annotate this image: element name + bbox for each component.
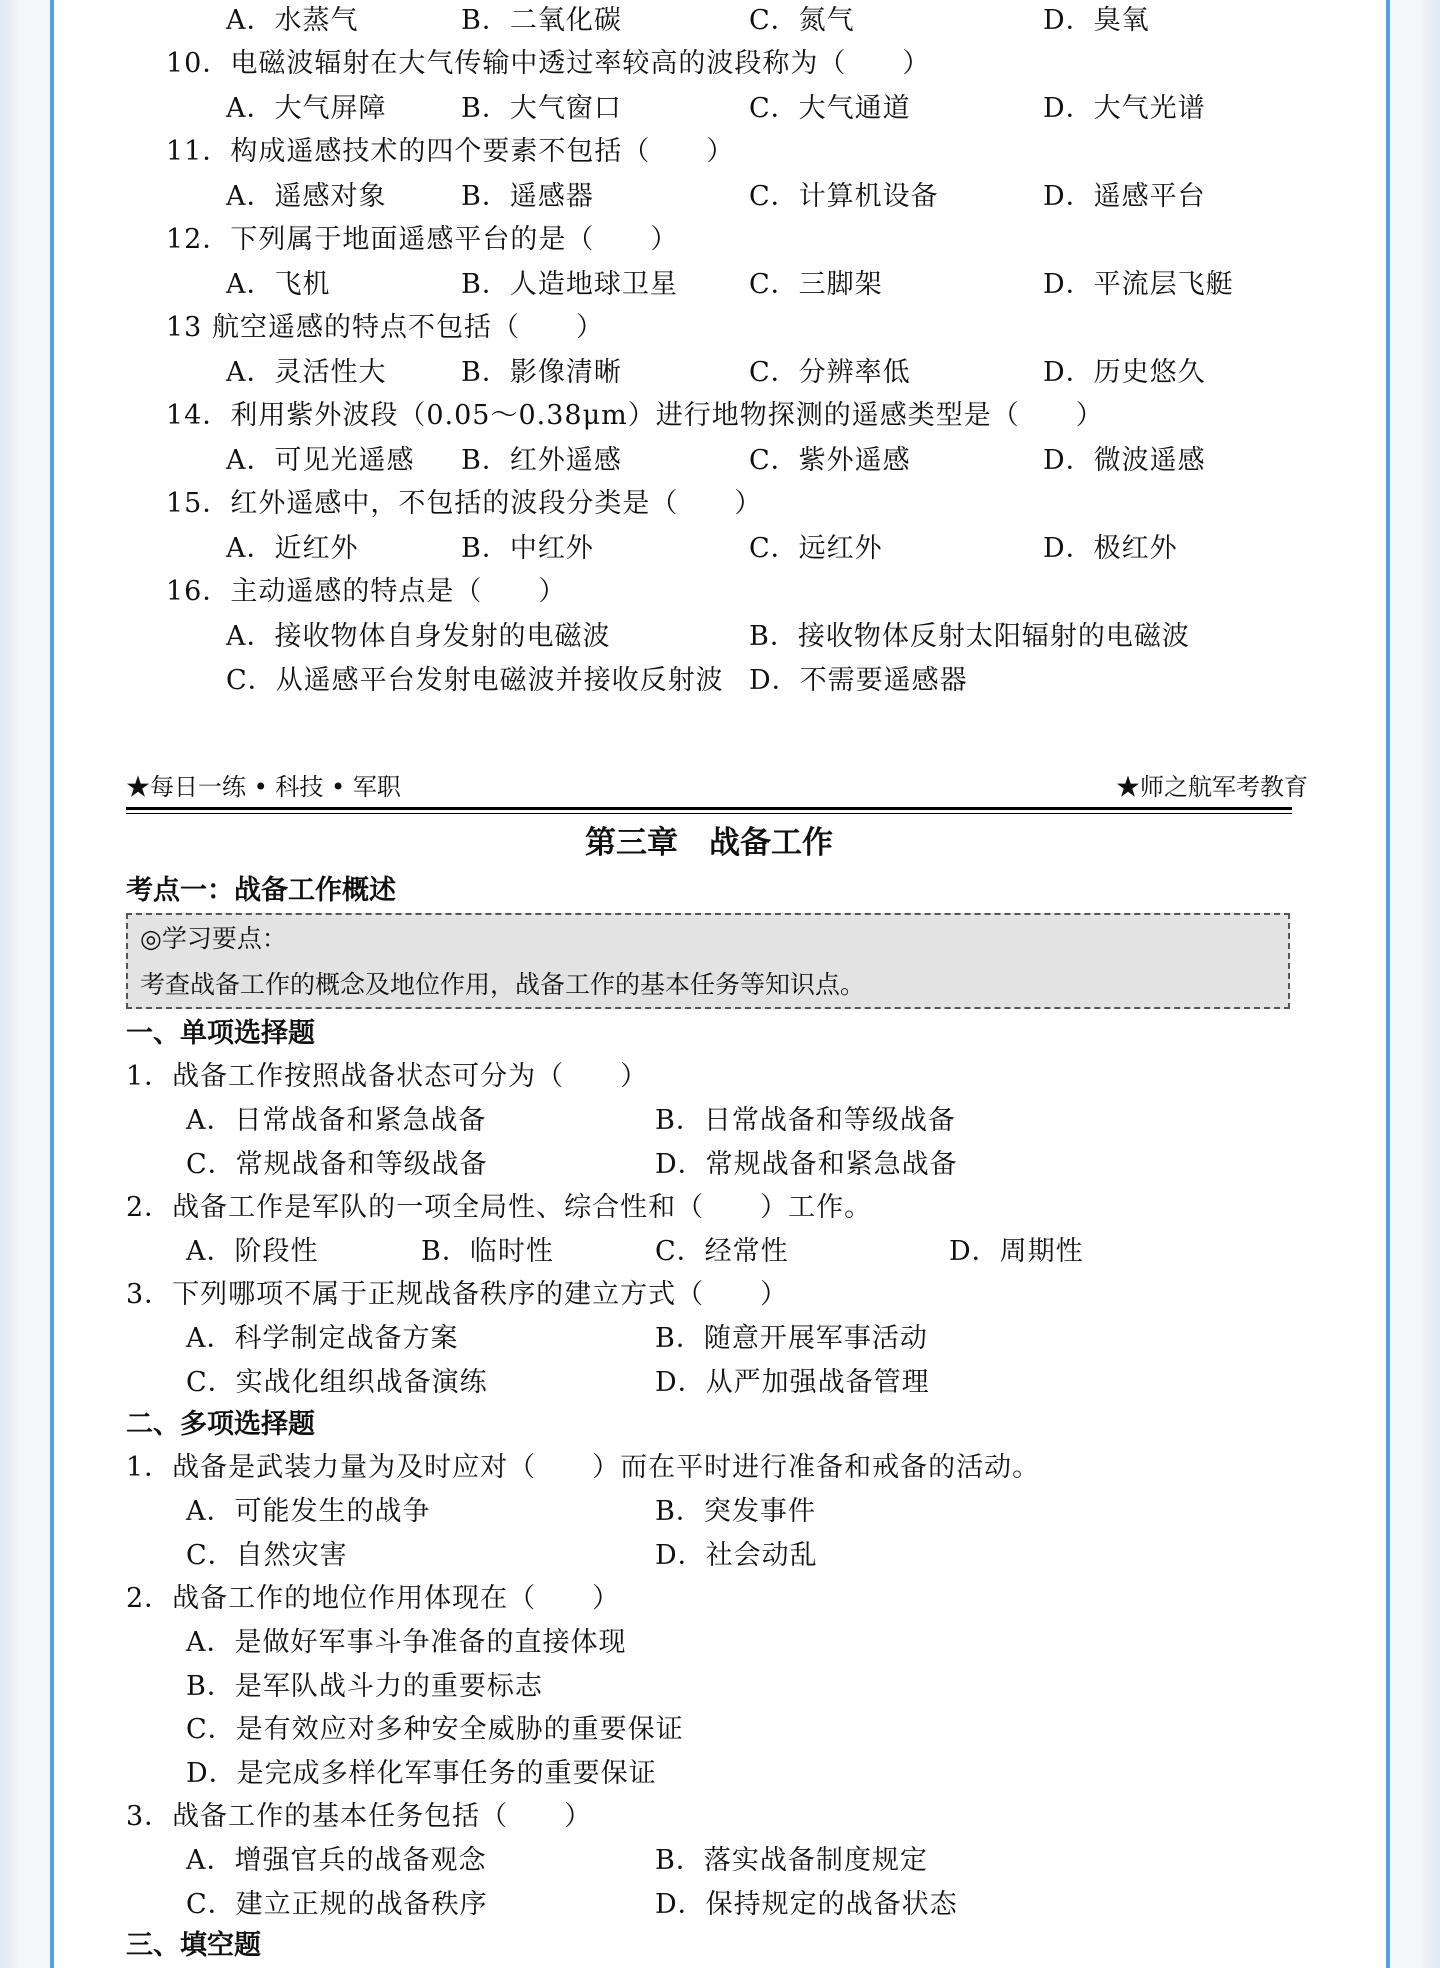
mc-q1-option-a: A．可能发生的战争: [186, 1496, 431, 1527]
q12-option-d: D．平流层飞艇: [1043, 269, 1234, 300]
multi-choice-heading: 二、多项选择题: [126, 1409, 315, 1440]
sc-q3-option-d: D．从严加强战备管理: [655, 1367, 930, 1398]
sc-question-1: 1．战备工作按照战备状态可分为（ ）: [126, 1061, 649, 1092]
mc-q1-option-c: C．自然灾害: [186, 1540, 348, 1571]
mc-question-3: 3．战备工作的基本任务包括（ ）: [126, 1801, 593, 1832]
question-13: 13 航空遥感的特点不包括（ ）: [166, 312, 604, 343]
mc-q3-option-a: A．增强官兵的战备观念: [186, 1845, 487, 1876]
mc-q2-option-d: D．是完成多样化军事任务的重要保证: [186, 1758, 657, 1789]
q11-option-b: B．遥感器: [461, 181, 594, 212]
mc-q2-option-a: A．是做好军事斗争准备的直接体现: [186, 1627, 627, 1658]
q9-option-c: C．氮气: [749, 5, 855, 36]
mc-q3-option-b: B．落实战备制度规定: [655, 1845, 928, 1876]
q10-option-c: C．大气通道: [749, 93, 911, 124]
q16-option-d: D．不需要遥感器: [749, 665, 968, 696]
mc-question-2: 2．战备工作的地位作用体现在（ ）: [126, 1583, 621, 1614]
q12-option-b: B．人造地球卫星: [461, 269, 678, 300]
running-header-right: ★师之航军考教育: [1116, 773, 1308, 801]
question-11: 11．构成遥感技术的四个要素不包括（ ）: [166, 136, 735, 167]
sc-q3-option-c: C．实战化组织战备演练: [186, 1367, 488, 1398]
sc-q2-option-b: B．临时性: [421, 1236, 554, 1267]
mc-q2-option-c: C．是有效应对多种安全威胁的重要保证: [186, 1714, 684, 1745]
q11-option-d: D．遥感平台: [1043, 181, 1206, 212]
q14-option-c: C．紫外遥感: [749, 445, 911, 476]
single-choice-heading: 一、单项选择题: [126, 1018, 315, 1049]
q12-option-a: A．飞机: [226, 269, 331, 300]
question-12: 12．下列属于地面遥感平台的是（ ）: [166, 224, 679, 255]
mc-q1-option-d: D．社会动乱: [655, 1540, 818, 1571]
q9-option-b: B．二氧化碳: [461, 5, 622, 36]
q11-option-a: A．遥感对象: [226, 181, 387, 212]
q9-option-a: A．水蒸气: [226, 5, 359, 36]
sc-q1-option-d: D．常规战备和紧急战备: [655, 1149, 958, 1180]
q16-option-a: A．接收物体自身发射的电磁波: [226, 621, 611, 652]
header-rule-thick: [126, 807, 1292, 810]
chapter-title: 第三章 战备工作: [585, 825, 833, 861]
sc-q3-option-a: A．科学制定战备方案: [186, 1323, 459, 1354]
q13-option-a: A．灵活性大: [226, 357, 387, 388]
q16-option-b: B．接收物体反射太阳辐射的电磁波: [749, 621, 1190, 652]
keypoint-title: 考点一：战备工作概述: [126, 875, 396, 906]
q13-option-c: C．分辨率低: [749, 357, 911, 388]
sc-q1-option-a: A．日常战备和紧急战备: [186, 1105, 487, 1136]
mc-question-1: 1．战备是武装力量为及时应对（ ）而在平时进行准备和戒备的活动。: [126, 1452, 1041, 1483]
q16-option-c: C．从遥感平台发射电磁波并接收反射波: [226, 665, 724, 696]
q13-option-d: D．历史悠久: [1043, 357, 1206, 388]
sc-q2-option-d: D．周期性: [949, 1236, 1084, 1267]
sc-question-2: 2．战备工作是军队的一项全局性、综合性和（ ）工作。: [126, 1192, 873, 1223]
header-rule-thin: [126, 813, 1292, 814]
question-16: 16．主动遥感的特点是（ ）: [166, 576, 567, 607]
question-10: 10．电磁波辐射在大气传输中透过率较高的波段称为（ ）: [166, 48, 931, 79]
q9-option-d: D．臭氧: [1043, 5, 1150, 36]
study-points-text: 考查战备工作的概念及地位作用，战备工作的基本任务等知识点。: [140, 970, 866, 999]
q15-option-a: A．近红外: [226, 533, 359, 564]
study-points-heading: ◎学习要点：: [140, 924, 287, 953]
mc-q3-option-d: D．保持规定的战备状态: [655, 1889, 958, 1920]
q15-option-b: B．中红外: [461, 533, 594, 564]
q13-option-b: B．影像清晰: [461, 357, 622, 388]
fill-blank-heading: 三、填空题: [126, 1930, 261, 1961]
sc-q3-option-b: B．随意开展军事活动: [655, 1323, 928, 1354]
q12-option-c: C．三脚架: [749, 269, 883, 300]
mc-q1-option-b: B．突发事件: [655, 1496, 816, 1527]
sc-q2-option-a: A．阶段性: [186, 1236, 319, 1267]
mc-q3-option-c: C．建立正规的战备秩序: [186, 1889, 488, 1920]
q14-option-d: D．微波遥感: [1043, 445, 1206, 476]
q10-option-d: D．大气光谱: [1043, 93, 1206, 124]
question-15: 15．红外遥感中，不包括的波段分类是（ ）: [166, 488, 763, 519]
mc-q2-option-b: B．是军队战斗力的重要标志: [186, 1671, 543, 1702]
sc-q1-option-c: C．常规战备和等级战备: [186, 1149, 488, 1180]
q15-option-d: D．极红外: [1043, 533, 1178, 564]
sc-q1-option-b: B．日常战备和等级战备: [655, 1105, 956, 1136]
q15-option-c: C．远红外: [749, 533, 883, 564]
q14-option-a: A．可见光遥感: [226, 445, 415, 476]
document-page: [50, 0, 1390, 1968]
sc-q2-option-c: C．经常性: [655, 1236, 789, 1267]
q11-option-c: C．计算机设备: [749, 181, 939, 212]
running-header-left: ★每日一练 • 科技 • 军职: [126, 773, 401, 801]
study-points-box: [126, 913, 1290, 1009]
question-14: 14．利用紫外波段（0.05～0.38μm）进行地物探测的遥感类型是（ ）: [166, 400, 1104, 431]
sc-question-3: 3．下列哪项不属于正规战备秩序的建立方式（ ）: [126, 1279, 789, 1310]
q10-option-b: B．大气窗口: [461, 93, 622, 124]
q10-option-a: A．大气屏障: [226, 93, 387, 124]
q14-option-b: B．红外遥感: [461, 445, 622, 476]
